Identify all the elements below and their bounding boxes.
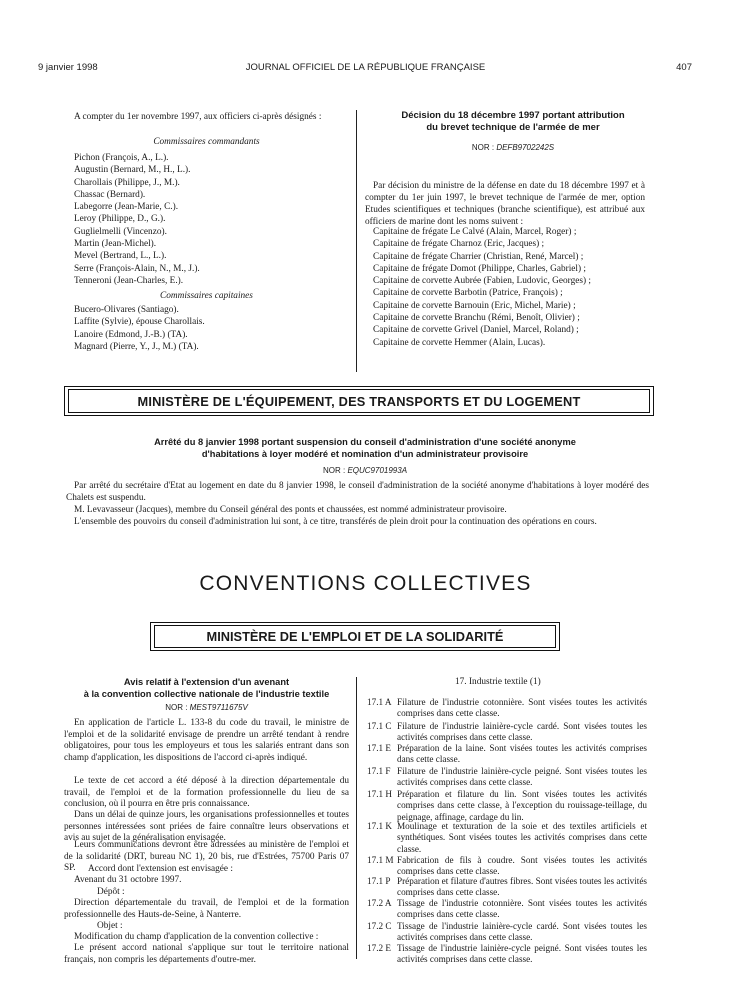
list-item: Tenneroni (Jean-Charles, E.). xyxy=(74,275,184,286)
arrete-nor: NOR : EQUC9701993A xyxy=(322,466,408,475)
list-item: 17.2 C Tissage de l'industrie lainière-cycle cardé. Sont visées toutes les activités comprises dans cette classe. xyxy=(367,921,647,943)
list-item: Capitaine de corvette Grivel (Daniel, Marcel, Roland) ; xyxy=(373,325,579,336)
capitaines-heading: Commissaires capitaines xyxy=(160,291,253,301)
avis-paragraph-3: Dans un délai de quinze jours, les organisations professionnelles et toutes personnes intéressées sont priées de faire connaître leurs observations et avis au sujet de la généralisation envisagée. xyxy=(64,810,349,843)
avis-modification-line: Modification du champ d'application de la convention collective : xyxy=(74,932,319,942)
list-item: Charollais (Philippe, J., M.). xyxy=(74,177,180,188)
list-item: 17.1 E Préparation de la laine. Sont visées toutes les activités comprises dans cette classe. xyxy=(367,743,647,765)
arrete-paragraph-1: Par arrêté du secrétaire d'Etat au logement en date du 8 janvier 1998, le conseil d'administration de la société anonyme d'habitations à loyer modéré des Chalets est suspendu. xyxy=(66,481,649,503)
list-item: Capitaine de corvette Hemmer (Alain, Lucas). xyxy=(373,337,546,348)
list-item: Capitaine de corvette Branchu (Rémi, Benoît, Olivier) ; xyxy=(373,313,580,324)
list-item: Leroy (Philippe, D., G.). xyxy=(74,214,166,225)
list-item: Magnard (Pierre, Y., J., M.) (TA). xyxy=(74,341,199,352)
list-item: 17.1 A Filature de l'industrie cotonnière. Sont visées toutes les activités comprises dans cette classe. xyxy=(367,697,647,719)
list-item: 17.1 P Préparation et filature d'autres fibres. Sont visées toutes les activités comprises dans cette classe. xyxy=(367,876,647,898)
avis-paragraph-2: Le texte de cet accord a été déposé à la direction départementale du travail, de l'emploi et de la formation professionnelle du lieu de sa conclusion, où il pourra en être pris connaissance. xyxy=(64,776,349,809)
list-item: Capitaine de corvette Barnouin (Eric, Michel, Marie) ; xyxy=(373,300,576,311)
list-item: Lanoire (Edmond, J.-B.) (TA). xyxy=(74,329,188,340)
ministry-equipement-heading: MINISTÈRE DE L'ÉQUIPEMENT, DES TRANSPORTS ET DU LOGEMENT xyxy=(68,389,650,413)
avis-objet-label: Objet : xyxy=(97,921,123,931)
intro-line: A compter du 1er novembre 1997, aux officiers ci-après désignés : xyxy=(74,112,322,122)
list-item: Bucero-Olivares (Santiago). xyxy=(74,305,179,315)
avis-nor: NOR : MEST9711675V xyxy=(165,703,248,712)
list-item: Serre (François-Alain, N., M., J.). xyxy=(74,263,200,274)
list-item: Mevel (Bertrand, L., L.). xyxy=(74,251,167,262)
list-item: Capitaine de corvette Barbotin (Patrice, François) ; xyxy=(373,288,563,299)
list-item: Labegorre (Jean-Marie, C.). xyxy=(74,202,179,213)
avis-depot-label: Dépôt : xyxy=(97,887,125,897)
list-item: 17.1 H Préparation et filature du lin. Sont visées toutes les activités comprises dans cette classe, à l'exception du rouissage-teillage, du peignage, affinage, cardage du lin. xyxy=(367,789,647,822)
list-item: Capitaine de frégate Domot (Philippe, Charles, Gabriel) ; xyxy=(373,263,586,274)
list-item: 17.1 C Filature de l'industrie lainière-cycle cardé. Sont visées toutes les activités comprises dans cette classe. xyxy=(367,721,647,743)
decision-title: Décision du 18 décembre 1997 portant attribution du brevet technique de l'armée de mer xyxy=(401,110,625,133)
avis-paragraph-1: En application de l'article L. 133-8 du code du travail, le ministre de l'emploi et de la solidarité envisage de prendre un arrêté tendant à rendre obligatoires, pour tous les employeurs et tous les salariés entrant dans son champ d'application, les dispositions de l'accord ci-après indiqué. xyxy=(64,718,349,763)
arrete-title: Arrêté du 8 janvier 1998 portant suspension du conseil d'administration d'une société anonyme d'habitations à loyer modéré et nomination d'un administrateur provisoire xyxy=(154,437,576,459)
header-page-number: 407 xyxy=(676,62,692,73)
avis-title: Avis relatif à l'extension d'un avenant à la convention collective nationale de l'industrie textile xyxy=(83,677,330,699)
list-item: 17.2 E Tissage de l'industrie lainière-cycle peigné. Sont visées toutes les activités comprises dans cette classe. xyxy=(367,943,647,965)
arrete-paragraph-3: L'ensemble des pouvoirs du conseil d'administration lui sont, à ce titre, transférés de plein droit pour la continuation des opérations en cours. xyxy=(74,517,597,527)
arrete-paragraph-2: M. Levavasseur (Jacques), membre du Conseil général des ponts et chaussées, est nommé administrateur provisoire. xyxy=(74,505,507,515)
avis-accord-line: Accord dont l'extension est envisagée : xyxy=(88,864,233,874)
commandants-heading: Commissaires commandants xyxy=(153,137,260,147)
list-item: Chassac (Bernard). xyxy=(74,189,146,200)
column-divider xyxy=(356,110,357,372)
list-item: 17.1 M Fabrication de fils à coudre. Sont visées toutes les activités comprises dans cette classe. xyxy=(367,855,647,877)
column-divider xyxy=(356,677,357,959)
decision-nor: NOR : DEFB9702242S xyxy=(471,143,555,152)
header-date: 9 janvier 1998 xyxy=(38,62,98,73)
list-item: Capitaine de frégate Le Calvé (Alain, Marcel, Roger) ; xyxy=(373,227,577,237)
textile-heading: 17. Industrie textile (1) xyxy=(455,677,541,687)
list-item: 17.1 K Moulinage et texturation de la soie et des textiles artificiels et synthétiques. Sont visées toutes les activités comprises dans cette classe. xyxy=(367,821,647,854)
list-item: Pichon (François, A., L.). xyxy=(74,153,169,163)
list-item: 17.1 F Filature de l'industrie lainière-cycle peigné. Sont visées toutes les activités comprises dans cette classe. xyxy=(367,766,647,788)
header-journal-title: JOURNAL OFFICIEL DE LA RÉPUBLIQUE FRANÇAISE xyxy=(245,62,486,73)
list-item: Augustin (Bernard, M., H., L.). xyxy=(74,165,191,176)
commandants-list xyxy=(74,152,200,287)
avis-paragraph-4: Leurs communications devront être adressées au ministère de l'emploi et de la solidarité (DRT, bureau NC 1), 20 bis, rue d'Estrées, 75700 Paris 07 SP. xyxy=(64,840,349,873)
capitaines-list xyxy=(74,304,205,353)
avis-depot-paragraph: Direction départementale du travail, de l'emploi et de la formation professionnelle des Hauts-de-Seine, à Nanterre. xyxy=(64,898,349,920)
section-title: CONVENTIONS COLLECTIVES xyxy=(199,572,532,595)
list-item: Capitaine de frégate Charrier (Christian, René, Marcel) ; xyxy=(373,251,584,262)
list-item: Martin (Jean-Michel). xyxy=(74,239,157,250)
list-item: Capitaine de corvette Aubrée (Fabien, Ludovic, Georges) ; xyxy=(373,276,591,287)
list-item: Guglielmelli (Vincenzo). xyxy=(74,226,167,237)
list-item: Capitaine de frégate Charnoz (Eric, Jacques) ; xyxy=(373,239,545,250)
avis-paragraph-6: Le présent accord national s'applique sur tout le territoire national français, non compris les départements d'outre-mer. xyxy=(64,943,349,965)
ministry-emploi-heading: MINISTÈRE DE L'EMPLOI ET DE LA SOLIDARITÉ xyxy=(154,625,556,648)
avis-avenant-line: Avenant du 31 octobre 1997. xyxy=(74,875,182,885)
list-item: Laffite (Sylvie), épouse Charollais. xyxy=(74,317,205,328)
list-item: 17.2 A Tissage de l'industrie cotonnière. Sont visées toutes les activités comprises dans cette classe. xyxy=(367,898,647,920)
officers-list xyxy=(373,226,591,349)
decision-paragraph: Par décision du ministre de la défense en date du 18 décembre 1997 et à compter du 1er juin 1997, le brevet technique de l'armée de mer, option Etudes scientifiques et techniques (branche scientifique), est attribué aux officiers de marine dont les noms suivent : xyxy=(365,181,645,227)
